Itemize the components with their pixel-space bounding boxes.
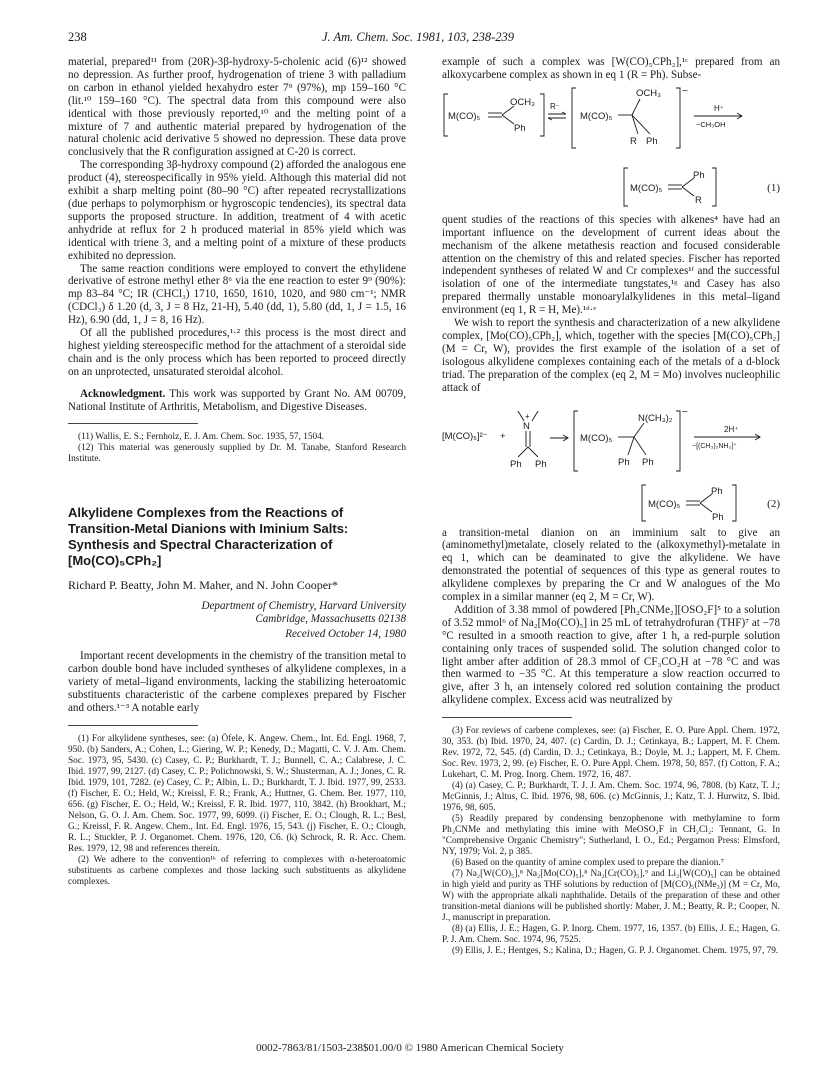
eq1-r: R — [695, 194, 702, 206]
acknowledgment — [68, 388, 406, 414]
eq2-metal: M(CO)₅ — [648, 498, 681, 510]
paragraph: Of all the published procedures,¹·² this process is the most direct and highest yielding stereospecific method for the attachment of a steroidal side chain and is the only process which has been reported to proceed directly on an unprotected, unsaturated steroidal alcohol. — [68, 327, 406, 378]
page-number: 238 — [68, 30, 87, 44]
eq2-dianion: [M(CO)₅]²⁻ — [442, 430, 488, 442]
footnote-rule — [68, 423, 198, 424]
equation-2 — [442, 401, 780, 527]
eq1-ph: Ph — [514, 122, 526, 134]
eq1-h-plus: H⁺ — [714, 103, 724, 113]
footnotes-bottom — [68, 734, 406, 888]
article-title: Alkylidene Complexes from the Reactions of Transition-Metal Dianions with Iminium Salts: Synthesis and Spectral Characterization of [Mo(CO)₅CPh₂] — [68, 505, 349, 569]
footnote: (5) Readily prepared by condensing benzophenone with methylamine to form Ph₂CNMe and methylating this imine with MeOSO₂F in CH₂Cl₂: Tennant, G. In "Comprehensive Organic Chemistry"; Sutherland, I. O., Ed.; Pergamon Press: Elmsford, NY, 1979; Vol. 2, p 385. — [442, 814, 780, 858]
footnote: (7) Na₂[W(CO)₅],⁸ Na₂[Mo(CO)₅],⁸ Na₂[Cr(CO)₅],⁹ and Li₂[W(CO)₅] can be obtained in high yield and purity as THF solutions by reduction of [M(CO)₅(NMe₃)] (M = Cr, Mo, W) with the appropriate alkali naphthalide. Details of the preparation of these and other transition-metal dianions will be published shortly: Maher, J. M.; Beatty, R. P.; Cooper, N. J., manuscript in preparation. — [442, 869, 780, 924]
eq2-metal: M(CO)₅ — [580, 432, 613, 444]
svg-text:−: − — [682, 406, 688, 418]
eq2-ph: Ph — [535, 458, 547, 470]
equation-1 — [442, 82, 780, 214]
footnotes-top — [68, 432, 406, 465]
right-column — [442, 56, 780, 957]
eq2-plus: + — [500, 430, 506, 442]
paragraph: quent studies of the reactions of this species with alkenes⁴ have had an important influence on the development of current ideas about the mechanism of the alkene metathesis reaction and focused considerable attention on the chemistry of this and related species. Fischer has reported independent syntheses of related W and Cr complexes¹ᶠ and the successful isolation of one of the intermediate tungstates,¹ᵍ and Casey has also prepared thermally unstable monoarylalkylidenes in this metal–ligand environment (eq 1, R = H, Me).¹ᵈ·ᵉ — [442, 213, 780, 317]
eq1-metal: M(CO)₅ — [580, 110, 613, 122]
footnote: (2) We adhere to the convention¹ᵏ of referring to complexes with α-heteroatomic substituents as carbene complexes and those lacking such substituents as alkylidene complexes. — [68, 854, 406, 887]
footnote: (12) This material was generously supplied by Dr. M. Tanabe, Stanford Research Institute. — [68, 443, 406, 465]
eq1-och3: OCH₃ — [510, 96, 535, 108]
footnote-rule — [442, 717, 572, 718]
eq2-ph: Ph — [712, 511, 724, 523]
acknowledgment-label: Acknowledgment. — [80, 387, 166, 400]
footnote: (8) (a) Ellis, J. E.; Hagen, G. P. Inorg. Chem. 1977, 16, 1357. (b) Ellis, J. E.; Hagen, G. P. J. Am. Chem. Soc. 1974, 96, 7525. — [442, 924, 780, 946]
eq1-ph: Ph — [646, 135, 658, 147]
eq2-ph: Ph — [510, 458, 522, 470]
paragraph: a transition-metal dianion on an imminium salt to give an (aminomethyl)metalate, closely related to the (alkoxymethyl)-metalate in eq 1, which can be deaminated to give the alkylidene. We have demonstrated the potential of sequences of this type as general routes to alkylidene complexes by preparing the Cr and W analogues of the Mo complex in a similar manner (eq 2, M = Cr, W). — [442, 526, 780, 604]
svg-text:N: N — [523, 420, 530, 432]
footnote: (1) For alkylidene syntheses, see: (a) Öfele, K. Angew. Chem., Int. Ed. Engl. 1968, 7, 950. (b) Sanders, A.; Cohen, L.; Giering, W. P.; Kenedy, D.; Magatti, C. V. J. Am. Chem. Soc. 1973, 95, 5430. (c) Casey, C. P.; Burkhardt, T. J.; Bunnell, C. A.; Calabrese, J. C. Ibid. 1977, 99, 2127. (d) Casey, C. P.; Polichnowski, S. W.; Shusterman, A. J.; Jones, C. R. Ibid. 1979, 101, 7282. (e) Casey, C. P.; Albin, L. D.; Burkhardt, T. J. Ibid. 1977, 99, 2533. (f) Fischer, E. O.; Held, W.; Kreissl, F. R.; Frank, A.; Huttner, G. Chem. Ber. 1977, 110, 656. (g) Fischer, E. O.; Held, W.; Kreissl, F. R. Ibid. 1977, 110, 3842. (h) Brookhart, M.; Nelson, G. O. J. Am. Chem. Soc. 1977, 99, 6099. (i) Fischer, E. O.; Clough, R. L.; Besl, G.; Kreissl, F. R. Angew. Chem., Int. Ed. Engl. 1976, 15, 543. (j) Fischer, E. O.; Clough, R. L.; Stuckler, P. J. Organomet. Chem. 1976, 120, C6. (k) Schrock, R. R. Acc. Chem. Res. 1979, 12, 98 and references therein. — [68, 733, 406, 854]
page-footer: 0002-7863/81/1503-238$01.00/0 © 1980 American Chemical Society — [256, 1042, 564, 1054]
footnote-rule — [68, 725, 198, 726]
acknowledgment-text: This work was supported by Grant No. AM 00709, National Institute of Arthritis, Metabolism, and Digestive Diseases. — [68, 387, 406, 413]
eq2-amine: −[(CH₃)₂NH₂]⁺ — [692, 442, 737, 450]
affiliation-line: Department of Chemistry, Harvard University — [201, 600, 406, 613]
svg-text:−: − — [682, 85, 688, 97]
footnote: (9) Ellis, J. E.; Hentges, S.; Kalina, D.; Hagen, G. P. J. Organomet. Chem. 1975, 97, 79. — [452, 946, 779, 957]
footnote: (4) (a) Casey, C. P.; Burkhardt, T. J. J. Am. Chem. Soc. 1974, 96, 7808. (b) Katz, T. J.; McGinnis, J.; Altus, C. Ibid. 1976, 98, 606. (c) McGinnis, J.; Katz, T. J. Hurwitz, S. Ibid. 1976, 98, 605. — [442, 781, 780, 814]
affiliation — [68, 600, 406, 626]
eq2-2h: 2H⁺ — [724, 424, 739, 434]
eq2-nme2: N(CH₃)₂ — [638, 412, 673, 424]
footnote: (3) For reviews of carbene complexes, see: (a) Fischer, E. O. Pure Appl. Chem. 1972, 30, 353. (b) Ibid. 1970, 24, 407. (c) Cardin, D. J.; Cetinkaya, B.; Lappert, M. F. Chem. Rev. 1972, 72, 545. (d) Cardin, D. J.; Cetinkaya, B.; Doyle, M. J.; Lappert, M. F. Chem. Soc. Rev. 1973, 2, 99. (e) Fischer, E. O. Pure Appl. Chem. 1978, 50, 857. (f) Cotton, F. A.; Lukehart, C. M. Prog. Inorg. Chem. 1972, 16, 487. — [442, 726, 780, 781]
footnote: (11) Wallis, E. S.; Fernholz, E. J. Am. Chem. Soc. 1935, 57, 1504. — [78, 432, 325, 443]
eq2-ph: Ph — [711, 485, 723, 497]
journal-citation: J. Am. Chem. Soc. 1981, 103, 238-239 — [321, 30, 515, 44]
equation-number: (1) — [767, 181, 780, 194]
paragraph: example of such a complex was [W(CO)₅CPh₂],¹ᶜ prepared from an alkoxycarbene complex as shown in eq 1 (R = Ph). Subse- — [442, 56, 780, 81]
eq1-och3: OCH₃ — [636, 87, 661, 99]
authors: Richard P. Beatty, John M. Maher, and N. John Cooper* — [68, 578, 339, 593]
affiliation-line: Cambridge, Massachusetts 02138 — [255, 613, 406, 626]
svg-text:+: + — [525, 411, 530, 421]
paragraph: Addition of 3.38 mmol of powdered [Ph₂CNMe₂][OSO₂F]⁵ to a solution of 3.52 mmol⁶ of Na₂[Mo(CO)₅] in 25 mL of tetrahydrofuran (THF)⁷ at −78 °C resulted in a smooth reaction to give, after 1 h, a red-purple solution containing only traces of suspended solid. The solution changed color to light amber after addition of 28.3 mmol of CF₃CO₂H at −78 °C and was then warmed to −35 °C. At this temperature a slow reaction occurred to give, after 3 h, an intensely colored red solution containing the product alkylidene complex. Excess acid was neutralized by — [442, 603, 780, 707]
eq2-ph: Ph — [642, 456, 654, 468]
intro-paragraph: Important recent developments in the chemistry of the transition metal to carbon double bond have included syntheses of alkylidene complexes, in a variety of metal–ligand environments, lacking the stabilizing heteroatomic substituents characteristic of the carbene complexes prepared by Fischer and others.¹⁻³ A notable early — [68, 650, 406, 714]
eq1-ch3oh: −CH₃OH — [696, 119, 726, 129]
left-column — [68, 56, 406, 888]
eq1-r-minus: R⁻ — [550, 101, 560, 111]
paragraph: The same reaction conditions were employed to convert the ethylidene derivative of estrone methyl ether 8⁶ via the ene reaction to ester 9⁹ (90%): mp 83–84 °C; IR (CHCl₃) 1710, 1650, 1610, 1020, and 980 cm⁻¹; NMR (CDCl₃) δ 1.20 (d, 3, J = 8 Hz, 21-H), 5.40 (dd, 1), 5.80 (dd, 1, J = 1.5, 16 Hz), 6.90 (dd, 1, J = 8, 16 Hz). — [68, 262, 406, 327]
eq1-r: R — [630, 135, 637, 147]
paragraph: The corresponding 3β-hydroxy compound (2) afforded the analogous ene product (4), stereospecifically in 95% yield. Although this material did not exhibit a sharp melting point (80–90 °C) after repeated recrystallizations (due perhaps to polymorphism or hygroscopic tendencies), its spectral data supports the proposed structure. In addition, treatment of 4 with acetic anhydride at reflux for 2 h produced material in 85% yield which was identical with triene 3, and a melting point of a mixture of these products exhibited no depression. — [68, 159, 406, 262]
eq1-metal: M(CO)₅ — [448, 110, 481, 122]
paragraph: We wish to report the synthesis and characterization of a new alkylidene complex, [Mo(CO)₅CPh₂], which, together with the species [M(CO)₅CPh₂] (M = Cr, W), provides the first example of the isolation of a set of isologous alkylidene complexes containing each of the metals of a d-block triad. The preparation of the complex (eq 2, M = Mo) involves nucleophilic attack of — [442, 317, 780, 394]
eq1-metal: M(CO)₅ — [630, 182, 663, 194]
running-header — [68, 30, 768, 46]
paragraph: material, prepared¹¹ from (20R)-3β-hydroxy-5-cholenic acid (6)¹² showed no depression. As further proof, hydrogenation of triene 3 with palladium on carbon in ethanol yielded hexahydro ester 7⁹ (97%), mp 159–160 °C (lit.¹⁰ 159–160 °C). The spectral data from this compound were also identical with those previously reported,¹⁰ and the melting point of a mixture of 7 and authentic material prepared by hydrogenation of the natural cholenic acid derivative 5 showed no depression. These data prove conclusively that the R configuration assigned at C-20 is correct. — [68, 56, 406, 159]
footnotes-right — [442, 726, 780, 957]
eq2-ph: Ph — [618, 456, 630, 468]
eq1-ph: Ph — [693, 169, 705, 181]
equation-number: (2) — [767, 497, 780, 510]
footnote: (6) Based on the quantity of amine complex used to prepare the dianion.⁷ — [452, 858, 724, 869]
received-date: Received October 14, 1980 — [285, 628, 406, 641]
